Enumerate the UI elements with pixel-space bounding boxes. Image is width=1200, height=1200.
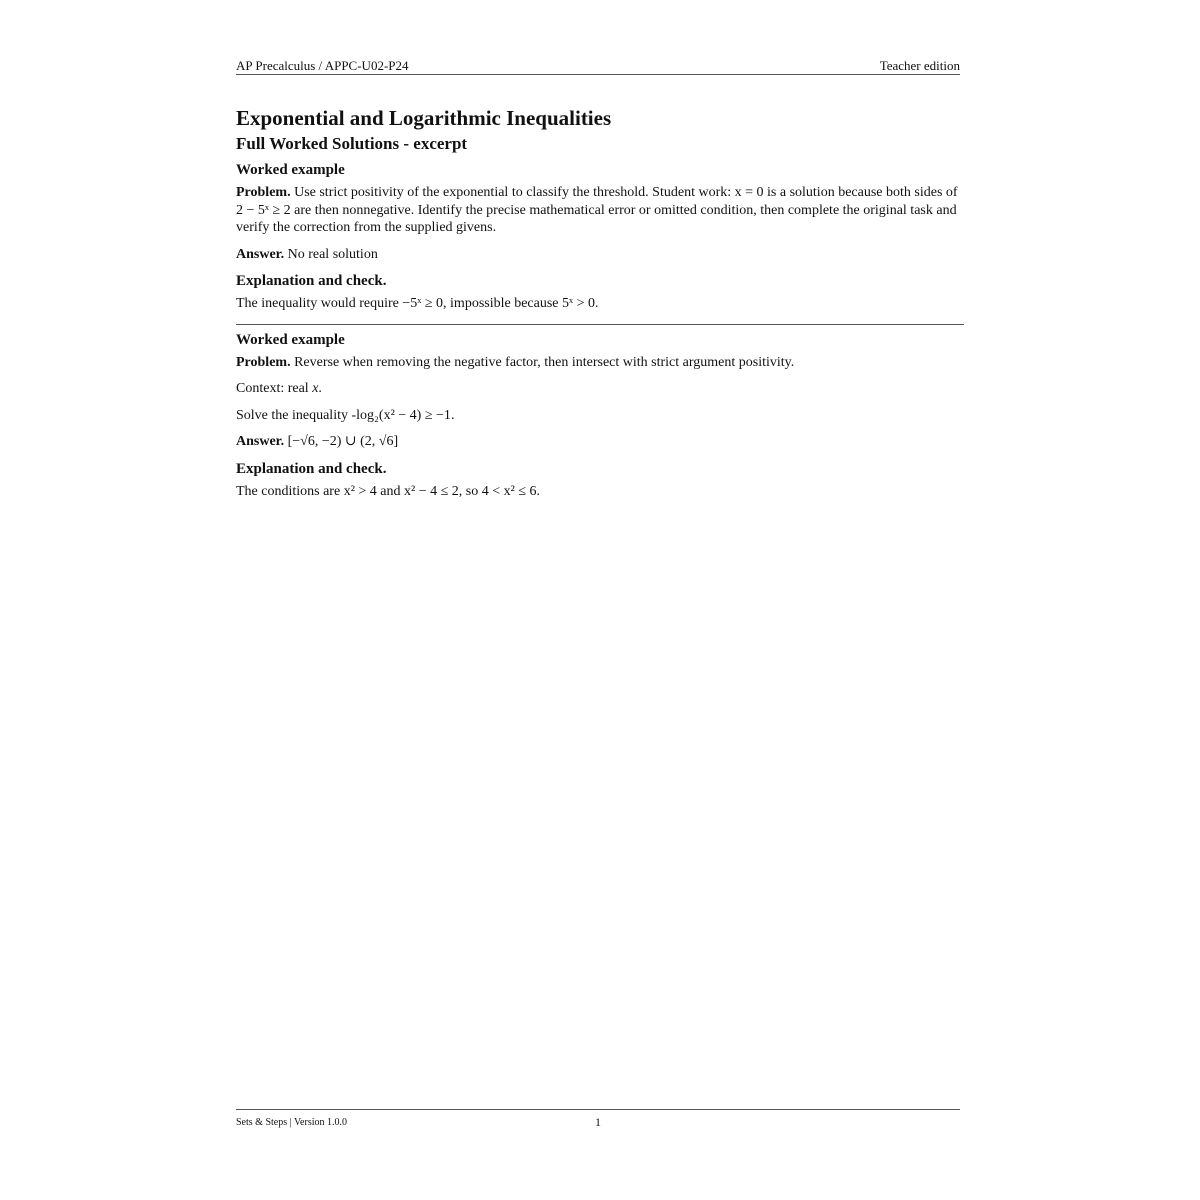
edition-label: Teacher edition	[879, 58, 960, 73]
example-heading: Worked example	[236, 331, 345, 348]
explanation-part: The inequality would require	[236, 296, 399, 311]
solve-text: Solve the inequality -	[236, 407, 357, 423]
page-title: Exponential and Logarithmic Inequalities	[236, 106, 612, 130]
math-expression: x² > 4	[343, 483, 377, 499]
explanation-part: .	[536, 483, 541, 499]
footer-version: Sets & Steps | Version 1.0.0	[236, 1117, 347, 1128]
math-expression: x = 0	[734, 185, 764, 200]
context-end: .	[318, 381, 322, 396]
math-expression: x² − 4 ≤ 2	[404, 483, 459, 499]
explanation-heading: Explanation and check.	[236, 273, 387, 289]
answer-line	[236, 246, 964, 264]
math-expression: −5ˣ ≥ 0	[402, 296, 444, 311]
answer-label: Answer.	[236, 434, 285, 449]
problem-text: Use strict positivity of the exponential to classify the threshold. Student work:	[294, 185, 732, 200]
math-expression: 2 − 5ˣ ≥ 2	[236, 202, 291, 218]
explanation-part: , impossible because	[443, 296, 559, 311]
footer-divider	[236, 1109, 960, 1110]
problem-label: Problem.	[236, 354, 291, 370]
problem-label: Problem.	[236, 185, 291, 200]
worked-example-1	[236, 161, 964, 313]
context-text: Context: real	[236, 381, 309, 396]
explanation-text	[236, 483, 964, 501]
answer-line	[236, 433, 964, 451]
answer-text: No real solution	[287, 246, 378, 262]
solve-end: .	[450, 407, 455, 423]
solutions-content	[236, 161, 964, 509]
example-heading: Worked example	[236, 162, 345, 178]
explanation-heading: Explanation and check.	[236, 460, 387, 477]
explanation-part: and	[380, 483, 401, 499]
solve-line	[236, 407, 964, 425]
math-expression: 5ˣ > 0	[562, 296, 595, 311]
math-variable: x	[312, 381, 319, 396]
running-header	[236, 58, 960, 75]
problem-text: is a solution because both sides of	[767, 185, 958, 200]
problem-statement	[236, 184, 964, 237]
page-number: 1	[595, 1115, 601, 1129]
explanation-part: The conditions are	[236, 483, 341, 499]
math-expression: 4 < x² ≤ 6	[481, 483, 537, 499]
answer-label: Answer.	[236, 246, 285, 262]
answer-math: [−√6, −2) ∪ (2, √6]	[287, 434, 399, 449]
explanation-part: .	[594, 296, 599, 311]
page-subtitle: Full Worked Solutions - excerpt	[236, 134, 468, 153]
course-code: AP Precalculus / APPC-U02-P24	[236, 58, 409, 73]
problem-statement	[236, 354, 964, 372]
problem-text: are then nonnegative. Identify the precise mathematical error or omitted condition, then complete the original task and verify the correction from the supplied givens.	[236, 202, 957, 235]
document-page	[236, 0, 964, 1200]
context-line	[236, 380, 964, 398]
section-divider	[236, 324, 964, 325]
explanation-text	[236, 295, 964, 313]
problem-text: Reverse when removing the negative factor, then intersect with strict argument positivity.	[294, 354, 795, 370]
explanation-part: , so	[458, 483, 479, 499]
worked-example-2	[236, 331, 964, 501]
math-expression: log₂(x² − 4) ≥ −1	[356, 407, 451, 423]
